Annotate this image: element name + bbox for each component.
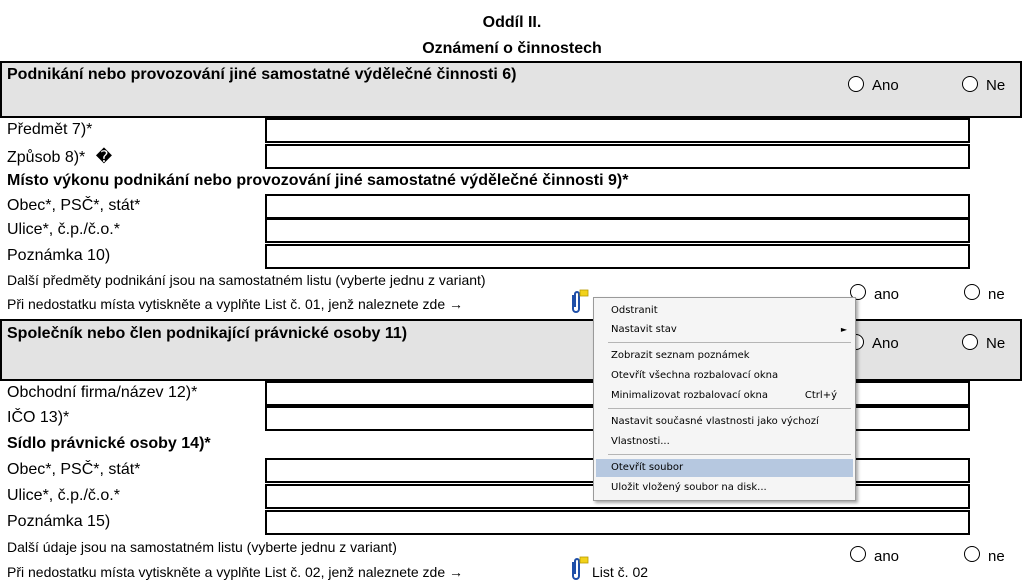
pri1-text: Při nedostatku místa vytiskněte a vyplňte List č. 01, jenž naleznete zde → [7,296,464,312]
section-title: Oddíl II. [482,14,542,31]
menu-shortcut: Ctrl+ý [804,390,837,401]
section1-banner-title: Podnikání nebo provozování jiné samostatné výdělečné činnosti 6) [7,66,517,83]
section-subtitle: Oznámení o činnostech [422,40,602,57]
predmet-label: Předmět 7)* [7,121,93,138]
section1-no-label: Ne [986,77,1006,94]
zpusob-input[interactable] [265,144,970,169]
menu-item-zobrazit-seznam[interactable]: Zobrazit seznam poznámek [611,350,750,361]
section1-yes-label: Ano [872,77,899,94]
ico-label: IČO 13)* [7,409,70,426]
menu-separator [608,408,851,409]
zpusob-label: Způsob 8)* � [7,149,113,166]
section1-ano-label: ano [874,286,900,303]
menu-item-minimalizovat[interactable]: Minimalizovat rozbalovací okna Ctrl+ý [596,387,853,405]
menu-item-odstranit[interactable]: Odstranit [611,305,658,316]
menu-item-otevrit-soubor[interactable]: Otevřít soubor [596,459,853,477]
poznamka1-input[interactable] [265,244,970,269]
section1-no-radio[interactable] [962,76,978,92]
firma-label: Obchodní firma/název 12)* [7,384,198,401]
context-menu [593,297,856,501]
section2-ano-label: ano [874,548,900,565]
section1-ne-label: ne [988,286,1005,303]
dalsi2-text: Další údaje jsou na samostatném listu (vyberte jednu z variant) [7,539,397,555]
list02-link[interactable]: List č. 02 [592,564,649,580]
menu-item-nastavit-vychozi[interactable]: Nastavit současné vlastnosti jako výchozí [611,416,819,427]
sidlo-heading: Sídlo právnické osoby 14)* [7,435,211,452]
dalsi1-text: Další předměty podnikání jsou na samostatném listu (vyberte jednu z variant) [7,272,486,288]
section1-ne-radio[interactable] [964,284,980,300]
section2-ne-label: ne [988,548,1005,565]
section2-ano-radio[interactable] [850,546,866,562]
misto-heading: Místo výkonu podnikání nebo provozování jiné samostatné výdělečné činnosti 9)* [7,172,629,189]
poznamka1-label: Poznámka 10) [7,247,111,264]
poznamka2-label: Poznámka 15) [7,513,111,530]
ulice2-label: Ulice*, č.p./č.o.* [7,487,120,504]
obec2-label: Obec*, PSČ*, stát* [7,461,141,478]
menu-item-nastavit-stav[interactable]: Nastavit stav ► [596,321,853,339]
predmet-input[interactable] [265,118,970,143]
section1-yes-radio[interactable] [848,76,864,92]
section2-no-label: Ne [986,335,1006,352]
pri2-text: Při nedostatku místa vytiskněte a vyplňte List č. 02, jenž naleznete zde → [7,564,464,580]
obec1-input[interactable] [265,194,970,219]
ulice1-label: Ulice*, č.p./č.o.* [7,221,120,238]
poznamka2-input[interactable] [265,510,970,535]
paperclip-icon[interactable] [567,556,589,582]
ulice1-input[interactable] [265,218,970,243]
menu-separator [608,342,851,343]
section2-no-radio[interactable] [962,334,978,350]
menu-item-ulozit-soubor[interactable]: Uložit vložený soubor na disk... [611,482,767,493]
section2-yes-label: Ano [872,335,899,352]
menu-item-otevrit-vsechna[interactable]: Otevřít všechna rozbalovací okna [611,370,779,381]
obec1-label: Obec*, PSČ*, stát* [7,197,141,214]
unknown-glyph-icon: � [95,149,113,166]
section2-ne-radio[interactable] [964,546,980,562]
paperclip-icon[interactable] [567,289,589,315]
submenu-arrow-icon: ► [840,325,847,334]
menu-item-vlastnosti[interactable]: Vlastnosti... [611,436,670,447]
menu-separator [608,454,851,455]
section2-banner-title: Společník nebo člen podnikající právnické osoby 11) [7,325,408,342]
